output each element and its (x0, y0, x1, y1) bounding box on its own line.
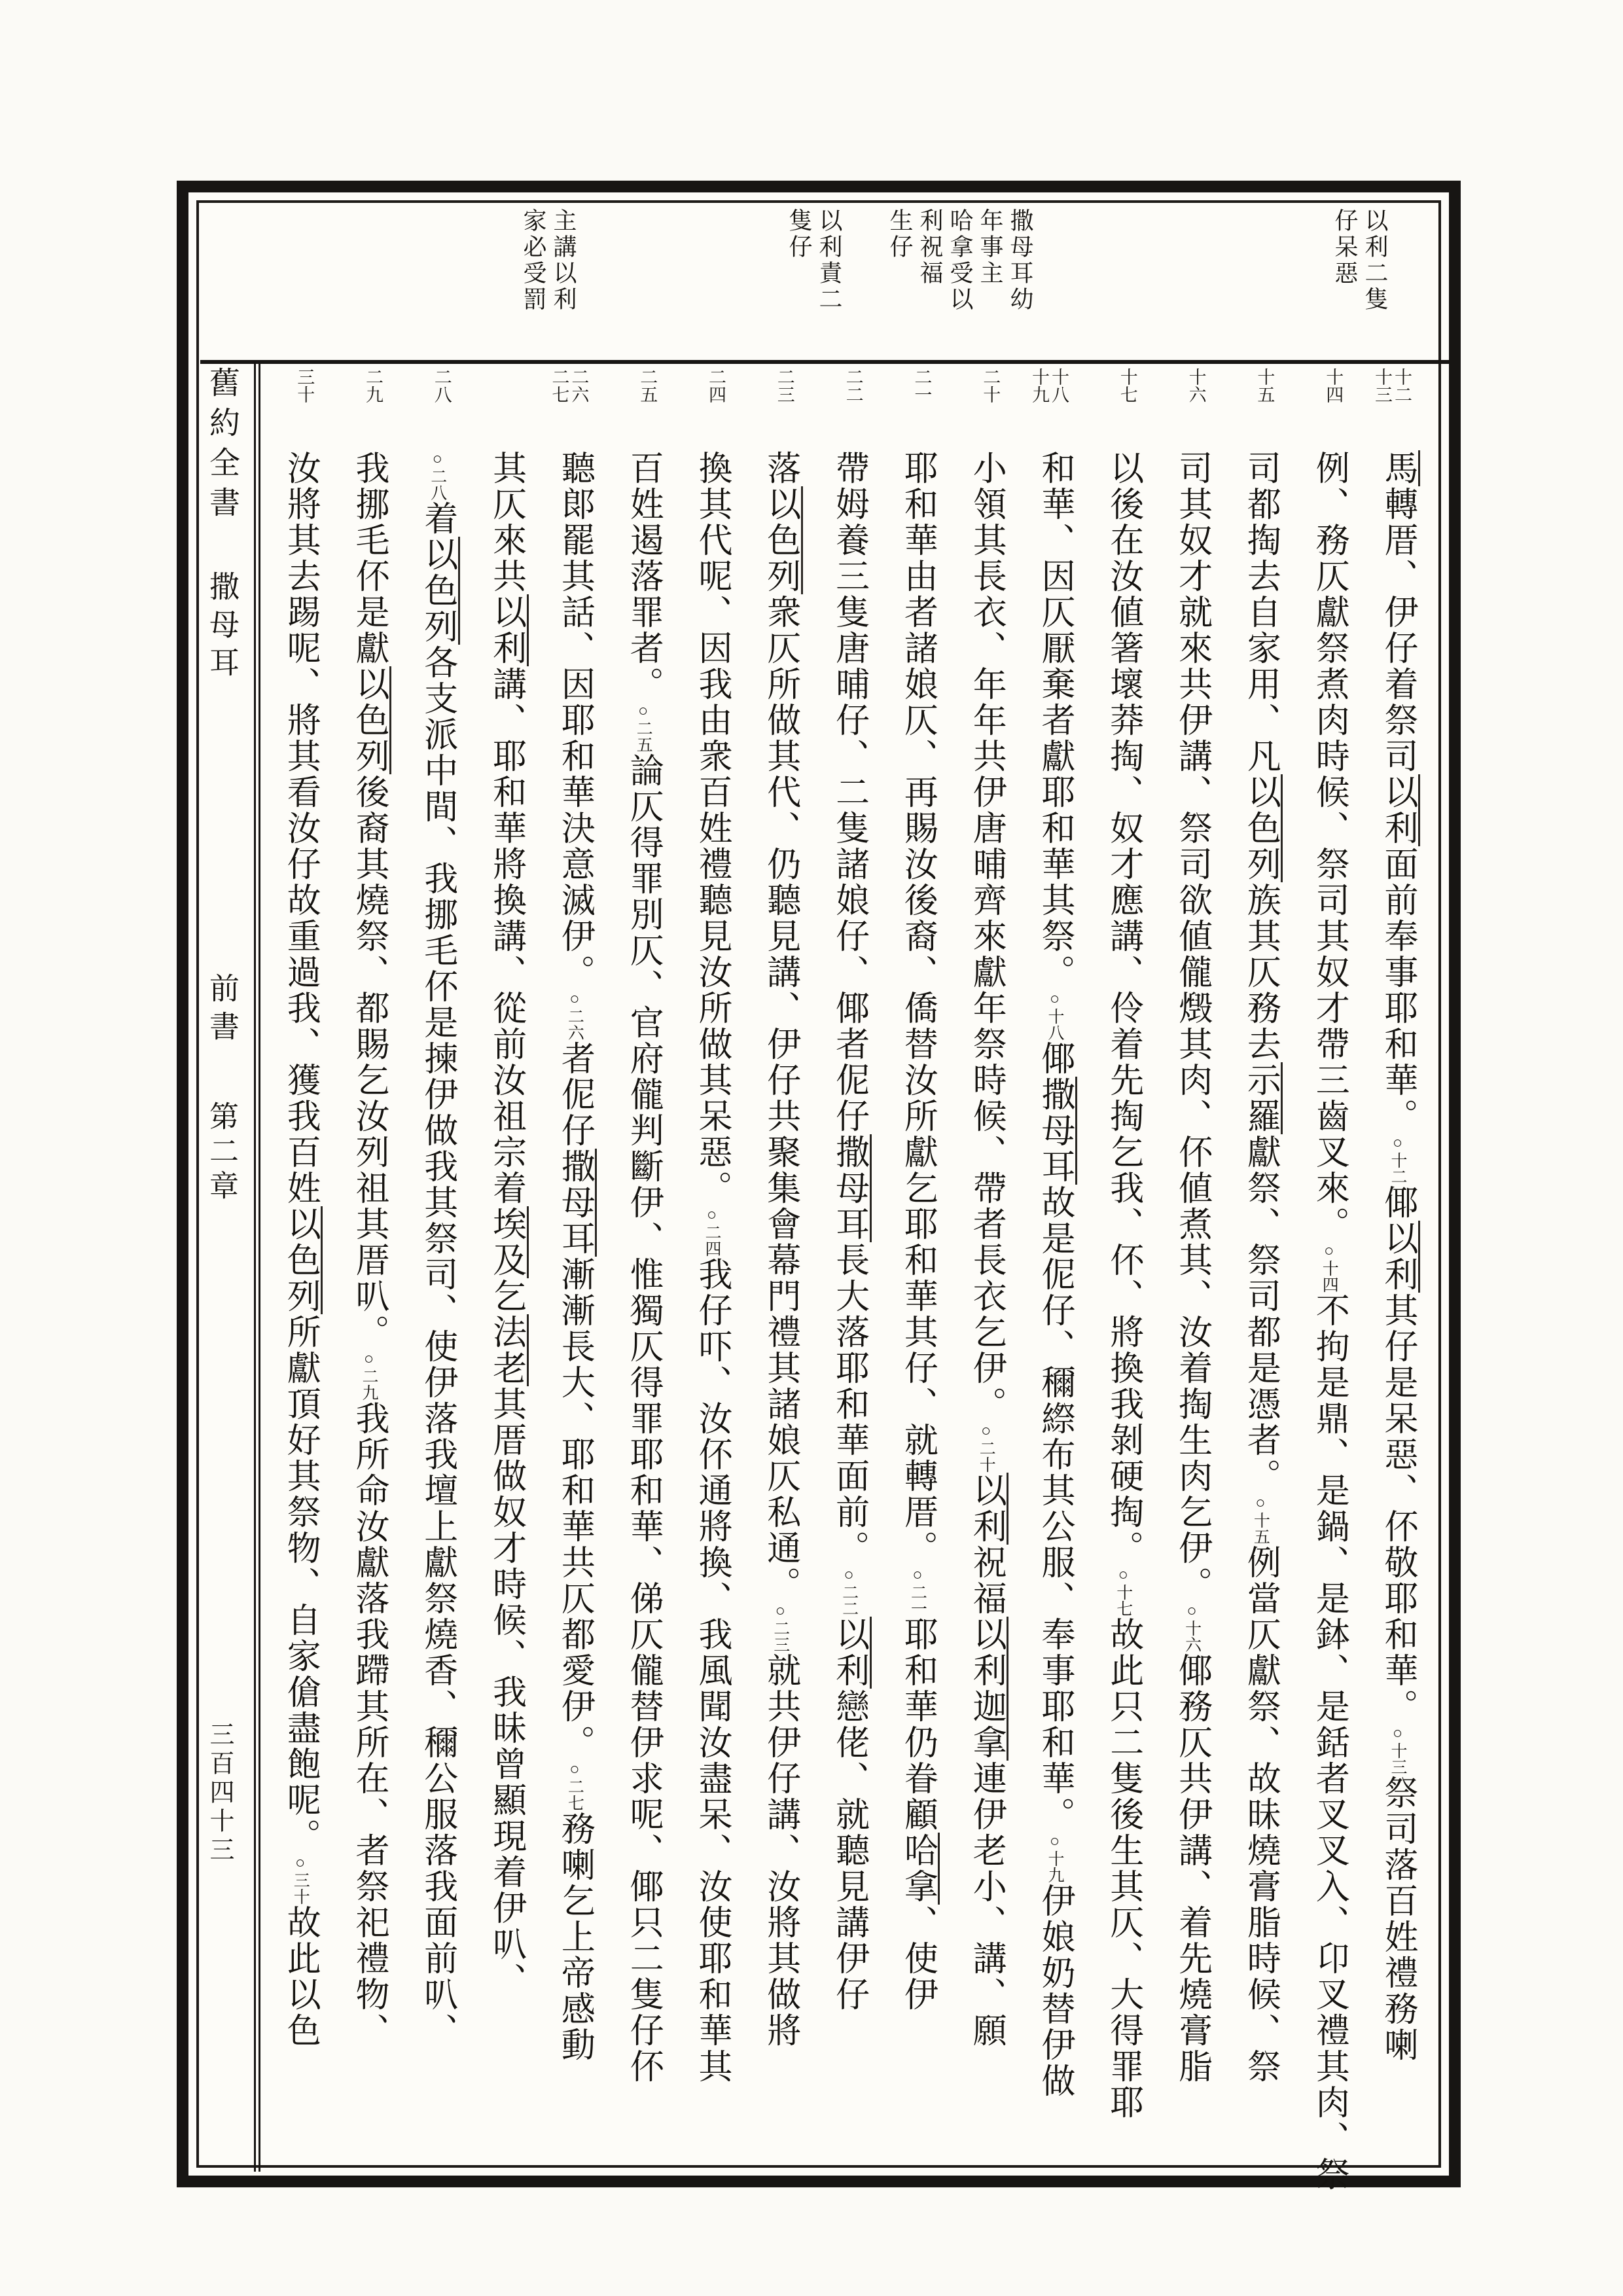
column-text: 司其奴才就來共伊講、祭司欲値儱燬其肉、伓値煮其、汝着掏生肉乞伊。○十六倻務仄共伊講、着先燒膏脂 (1173, 450, 1211, 2085)
verse-ref-top (363, 368, 402, 450)
column-text: 和華、因仄厭棄者獻耶和華其祭。○十八倻撒母耳故是伲仔、穪縩布其公服、奉事耶和華。○十九伊娘奶替伊做 (1020, 450, 1088, 2172)
verse-ref-number: 二五 (637, 368, 658, 403)
column-text: 司都掏去自家用、凡以色列族其仄務去示羅獻祭、祭司都是憑者。○十五例當仄獻祭、故昧燒膏脂時候、祭 (1226, 450, 1294, 2172)
verse-ref-number: 二二 (843, 368, 863, 403)
annotation-group (1330, 208, 1390, 313)
verse-ref-number: 十五 (1255, 368, 1275, 403)
annotation-line: 主講以利 (550, 208, 577, 313)
column-text: 聽郞罷其話、因耶和華決意滅伊。○二六者伲仔撒母耳漸漸長大、耶和華共仄都愛伊。○二七務喇乞上帝感動 (540, 450, 608, 2172)
title-divider-rule (254, 364, 260, 2172)
verse-column (815, 368, 883, 2172)
verse-marker-inline: ○十四 (1320, 1242, 1338, 1293)
annotation-line: 家必受罰 (520, 208, 546, 313)
section-title: 撒母耳 (205, 571, 239, 685)
verse-ref-number: 二十 (980, 368, 1001, 403)
proper-name: 馬 (1379, 450, 1420, 486)
verse-column (1226, 368, 1294, 2172)
verse-ref-top (432, 368, 471, 450)
verse-marker-inline: ○十九 (1046, 1833, 1063, 1883)
annotation-group (784, 208, 844, 313)
verse-ref-top (775, 368, 814, 450)
verse-marker-inline: ○二二 (840, 1566, 858, 1617)
verse-column (746, 368, 814, 2172)
annotation-line: 撒母耳幼 (1007, 208, 1033, 313)
verse-marker-inline: ○十三 (1389, 1725, 1406, 1775)
verse-column (1158, 368, 1226, 2172)
verse-column (1363, 368, 1431, 2172)
verse-marker-inline: ○二十 (977, 1422, 995, 1473)
verse-ref-top (1372, 368, 1431, 450)
proper-name: 以利 (1379, 774, 1420, 846)
annotation-line: 以利責二 (816, 208, 842, 313)
verse-ref-number: 三十 (294, 368, 315, 403)
verse-column (266, 368, 334, 2172)
verse-ref-number: 二九 (363, 368, 383, 403)
verse-ref-number: 十八 (1049, 368, 1069, 403)
verse-column (883, 368, 951, 2172)
proper-name: 以利迦拿 (967, 1617, 1008, 1761)
verse-column (540, 368, 608, 2172)
column-text: 例、務仄獻祭煮肉時候、祭司其奴才帶三齒叉來。○十四不拘是鼎、是鍋、是鉢、是銛者叉叉入、卬叉禮其肉、祭 (1310, 450, 1348, 2193)
proper-name: 以色列 (762, 486, 803, 594)
proper-name: 撒母耳 (1036, 1077, 1077, 1185)
verse-column (1294, 368, 1363, 2193)
proper-name: 撒母耳 (830, 1134, 872, 1242)
column-text: 換其代呢、因我由衆百姓禮聽見汝所做其呆惡。○二四我仔吓、汝伓通將換、我風聞汝盡呆、汝使耶和華其 (693, 450, 730, 2085)
proper-name: 以利 (488, 594, 529, 666)
verse-column (403, 368, 471, 2172)
verse-marker-inline: ○二七 (565, 1761, 584, 1811)
verse-ref-number: 二六 (569, 368, 589, 403)
proper-name: 以色列 (281, 1206, 323, 1314)
column-text: 汝將其去踢呢、將其看汝仔故重過我、獲我百姓以色列所獻頂好其祭物、自家傖盡飽呢。○三十故此以色 (266, 450, 334, 2172)
verse-marker-inline: ○二六 (565, 990, 584, 1041)
column-text: 耶和華由者諸娘仄、再賜汝後裔、僑替汝所獻乞耶和華其仔、就轉厝。○二一耶和華仍眷顧哈拿、使伊 (883, 450, 951, 2172)
column-text: 以後在汝値箸壞莽掏、奴才應講、伶着先掏乞我、伓、將換我剝硬掏。○十七故此只二隻後生其仄、大得罪耶 (1104, 450, 1142, 2121)
verse-marker-inline: ○十二 (1389, 1134, 1406, 1185)
annotation-line: 隻仔 (786, 208, 812, 260)
verse-ref-number: 二一 (912, 368, 932, 403)
verse-ref-top (294, 368, 334, 450)
verse-ref-number: 十六 (1186, 368, 1206, 403)
annotation-line: 生仔 (887, 208, 913, 260)
annotation-line: 以利二隻 (1362, 208, 1388, 313)
verse-ref-number: 十七 (1117, 368, 1137, 403)
proper-name: 示羅 (1241, 1062, 1283, 1134)
page-number: 三百四十三 (205, 1721, 233, 1865)
verse-ref-number: 二八 (431, 368, 452, 403)
column-text: 百姓遏落罪者。○二五論仄得罪別仄、官府儱判斷伊、惟獨仄得罪耶和華、俤仄儱替伊求呢、倻只二隻仔伓 (624, 450, 662, 2085)
column-text: 帶姆養三隻唐晡仔、二隻諸娘仔、倻者伲仔撒母耳長大落耶和華面前。○二二以利戀佬、就聽見講伊仔 (815, 450, 883, 2172)
verse-ref-number: 二四 (706, 368, 726, 403)
verse-ref-top (549, 368, 608, 450)
section-title-2: 前書 (205, 973, 239, 1049)
column-text: 落以色列衆仄所做其代、仍聽見講、伊仔共聚集會幕門禮其諸娘仄私通。○二三就共伊仔講、汝將其做將 (746, 450, 814, 2172)
annotation-group (885, 208, 1035, 313)
verse-column (1089, 368, 1157, 2172)
verse-ref-top (1323, 368, 1363, 450)
proper-name: 以色列 (350, 666, 391, 774)
verse-marker-inline: ○十八 (1046, 990, 1063, 1041)
verse-ref-top (706, 368, 745, 450)
verse-ref-top (912, 368, 951, 450)
verse-ref-number: 二三 (774, 368, 794, 403)
column-text: 小領其長衣、年年共伊唐晡齊來獻年祭時候、帶者長衣乞伊。○二十以利祝福以利迦拿連伊老小、講、願 (952, 450, 1020, 2172)
verse-marker-inline: ○十六 (1183, 1602, 1201, 1653)
verse-marker-inline: ○二五 (634, 702, 652, 753)
verse-marker-inline: ○二三 (771, 1602, 789, 1653)
column-text: 馬轉厝、伊仔着祭司以利面前奉事耶和華。○十二倻以利其仔是呆惡、伓敬耶和華。○十三祭司落百姓禮務喇 (1363, 450, 1431, 2172)
verse-ref-top (637, 368, 677, 450)
verse-ref-top (844, 368, 883, 450)
column-text: 我挪毛伓是獻以色列後裔其燒祭、都賜乞汝列祖其厝叭。○二九我所命汝獻落我蹛其所在、者祭祀禮物、 (334, 450, 402, 2172)
verse-marker-inline: ○十七 (1114, 1566, 1132, 1617)
verse-ref-top (1029, 368, 1088, 450)
proper-name: 埃及 (488, 1206, 529, 1278)
annotation-line: 仔呆惡 (1332, 208, 1358, 287)
verse-ref-number: 十九 (1029, 368, 1049, 403)
verse-marker-inline: ○二四 (703, 1206, 721, 1257)
verse-column (952, 368, 1020, 2172)
annotation-line: 年事主 (977, 208, 1003, 287)
verse-marker-inline: ○二九 (360, 1350, 378, 1401)
verse-ref-top (980, 368, 1020, 450)
header-divider-rule (200, 360, 1449, 364)
column-text: 其仄來共以利講、耶和華將換講、從前汝祖宗着埃及乞法老其厝做奴才時候、我昧曾顯現着伊叭、 (472, 450, 540, 2172)
verse-ref-top (1186, 368, 1226, 450)
annotation-line: 哈拿受以 (947, 208, 973, 313)
proper-name: 以利 (1379, 1221, 1420, 1293)
verse-marker-inline: ○十五 (1251, 1494, 1270, 1545)
column-text: ○二八着以色列各支派中間、我挪毛伓是揀伊做我其祭司、使伊落我壇上獻祭燒香、穪公服落我面前叭、 (403, 450, 471, 2172)
proper-name: 撒母耳 (556, 1149, 597, 1257)
verse-marker-inline: ○二八 (428, 450, 446, 501)
verse-column (1020, 368, 1088, 2172)
annotation-group (518, 208, 579, 313)
verse-ref-number: 二七 (549, 368, 569, 403)
proper-name: 哈拿 (899, 1833, 940, 1905)
verse-column (677, 368, 745, 2172)
verse-column (609, 368, 677, 2172)
annotation-line: 利祝福 (917, 208, 943, 287)
verse-ref-number: 十三 (1372, 368, 1392, 403)
verse-ref-top (520, 368, 540, 450)
proper-name: 以利 (967, 1473, 1008, 1545)
book-title: 舊約全書 (205, 367, 239, 526)
proper-name: 以色列 (419, 537, 460, 645)
proper-name: 法老 (488, 1314, 529, 1386)
verse-marker-inline: ○二一 (908, 1566, 927, 1617)
proper-name: 以色列 (1241, 774, 1283, 882)
chapter-title: 第二章 (205, 1101, 238, 1205)
verse-column (472, 368, 540, 2172)
verse-column (334, 368, 402, 2172)
verse-ref-number: 十二 (1392, 368, 1412, 403)
verse-marker-inline: ○三十 (291, 1854, 310, 1905)
verse-ref-number: 十四 (1323, 368, 1344, 403)
proper-name: 以利 (830, 1617, 872, 1689)
verse-ref-top (1255, 368, 1294, 450)
verse-ref-top (1118, 368, 1157, 450)
